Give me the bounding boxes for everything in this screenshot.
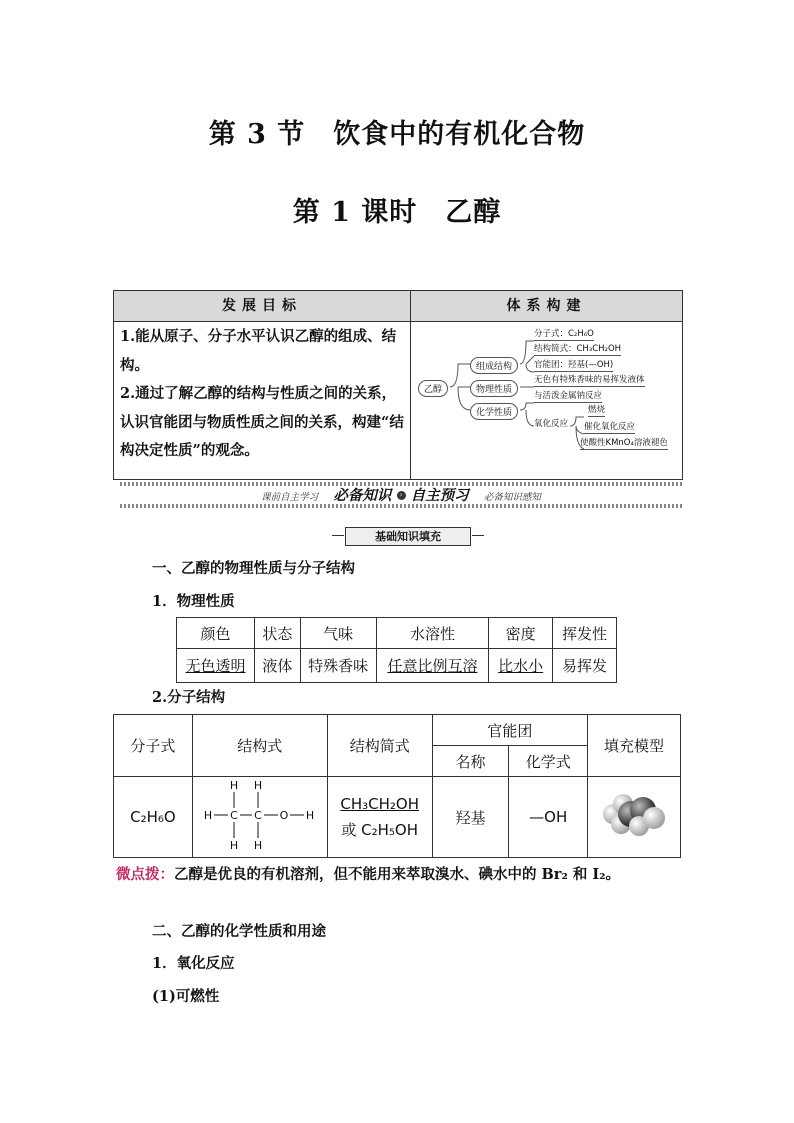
header-simplified: 结构简式: [327, 715, 432, 777]
atom-h: H: [203, 809, 212, 822]
map-leaf-formula: 分子式：C₂H₆O: [534, 329, 594, 339]
banner-left-text: 课前自主学习: [261, 492, 319, 503]
structural-formula: [200, 777, 320, 853]
space-filling-model-icon: [599, 790, 669, 840]
page-title: 第 3 节 饮食中的有机化合物: [208, 119, 586, 150]
map-leaf-burn: 燃烧: [588, 405, 606, 415]
value-formula: C₂H₆O: [114, 777, 193, 858]
cell-value: 任意比例互溶: [387, 657, 478, 675]
atom-o: O: [279, 809, 289, 822]
value-simplified-2: C₂H₅OH: [361, 820, 419, 839]
atom-h: H: [253, 839, 262, 852]
cell-value: 比水小: [498, 657, 544, 675]
tip-label: 微点拨：: [116, 866, 174, 883]
map-root: 乙醇: [418, 380, 448, 397]
col-header: 挥发性: [553, 618, 617, 649]
section-tag: 基础知识填充: [345, 527, 471, 546]
goals-text: [120, 323, 406, 466]
atom-h: H: [305, 809, 314, 822]
cell-value: 特殊香味: [300, 649, 376, 683]
model-cell: [588, 777, 681, 858]
cell-value: 易挥发: [553, 649, 617, 683]
simplified-formula-cell: [327, 777, 432, 858]
section-banner: [120, 482, 682, 508]
subheading-oxidation: 1．氧化反应: [152, 955, 235, 972]
atom-h: H: [253, 779, 262, 792]
cell-value: 液体: [255, 649, 301, 683]
banner-main-2: 自主预习: [410, 488, 469, 504]
map-sub-oxidation: 氧化反应: [534, 419, 569, 429]
goal-1: 1.能从原子、分子水平认识乙醇的组成、结构。: [120, 328, 397, 374]
col-header: 密度: [489, 618, 553, 649]
value-group-chem: —OH: [509, 777, 588, 858]
map-branch-physical: 物理性质: [470, 380, 518, 397]
table-divider: [410, 291, 411, 479]
atom-h: H: [229, 839, 238, 852]
tip-note: [116, 858, 680, 892]
col-header: 气味: [300, 618, 376, 649]
header-formula: 分子式: [114, 715, 193, 777]
goals-table: [113, 290, 683, 480]
col-header: 颜色: [177, 618, 255, 649]
map-branch-composition: 组成结构: [470, 357, 518, 374]
subheading-physical: 1．物理性质: [152, 593, 235, 610]
tip-text: 乙醇是优良的有机溶剂，但不能用来萃取溴水、碘水中的 Br₂ 和 I₂。: [174, 866, 621, 883]
section-heading-2: 二、乙醇的化学性质和用途: [152, 923, 326, 940]
map-leaf-catalytic: 催化氧化反应: [584, 422, 636, 432]
banner-right-text: 必备知识感知: [483, 492, 541, 503]
physical-properties-table: [176, 617, 617, 683]
structural-formula-cell: [192, 777, 327, 858]
value-simplified-1: CH₃CH₂OH: [340, 794, 420, 813]
system-header: 体系构建: [411, 291, 682, 322]
subheading-structure: 2.分子结构: [152, 689, 226, 706]
header-functional-group: 官能团: [432, 715, 587, 746]
value-simplified-alt: [328, 819, 432, 840]
cell-value: 无色透明: [185, 657, 246, 675]
map-leaf-simple: 结构简式：CH₃CH₂OH: [534, 344, 622, 354]
atom-c: C: [229, 809, 238, 822]
molecular-structure-table: [113, 714, 681, 858]
map-leaf-sodium: 与活泼金属钠反应: [534, 391, 603, 401]
header-model: 填充模型: [588, 715, 681, 777]
arrow-right-icon: ›: [397, 491, 406, 500]
concept-map: [414, 324, 680, 476]
map-leaf-group: 官能团：羟基(—OH): [534, 360, 614, 370]
atom-h: H: [229, 779, 238, 792]
lesson-title: 第 1 课时 乙醇: [292, 197, 502, 228]
banner-main-1: 必备知识: [333, 488, 392, 504]
map-branch-chemical: 化学性质: [470, 403, 518, 420]
goals-header: 发展目标: [114, 291, 411, 322]
or-text: 或: [341, 820, 357, 839]
header-structural: 结构式: [192, 715, 327, 777]
goal-2: 2.通过了解乙醇的结构与性质之间的关系，认识官能团与物质性质之间的关系，构建“结构决定性质”的观念。: [120, 385, 404, 459]
section-heading-1: 一、乙醇的物理性质与分子结构: [152, 560, 355, 577]
header-group-name: 名称: [432, 746, 509, 777]
subheading-combustion: (1)可燃性: [152, 988, 220, 1005]
atom-c: C: [253, 809, 262, 822]
map-leaf-kmno4: 使酸性KMnO₄溶液褪色: [580, 438, 668, 448]
col-header: 水溶性: [376, 618, 489, 649]
map-leaf-physical: 无色有特殊香味的易挥发液体: [534, 375, 645, 385]
col-header: 状态: [255, 618, 301, 649]
value-group-name: 羟基: [432, 777, 509, 858]
header-group-chem: 化学式: [509, 746, 588, 777]
